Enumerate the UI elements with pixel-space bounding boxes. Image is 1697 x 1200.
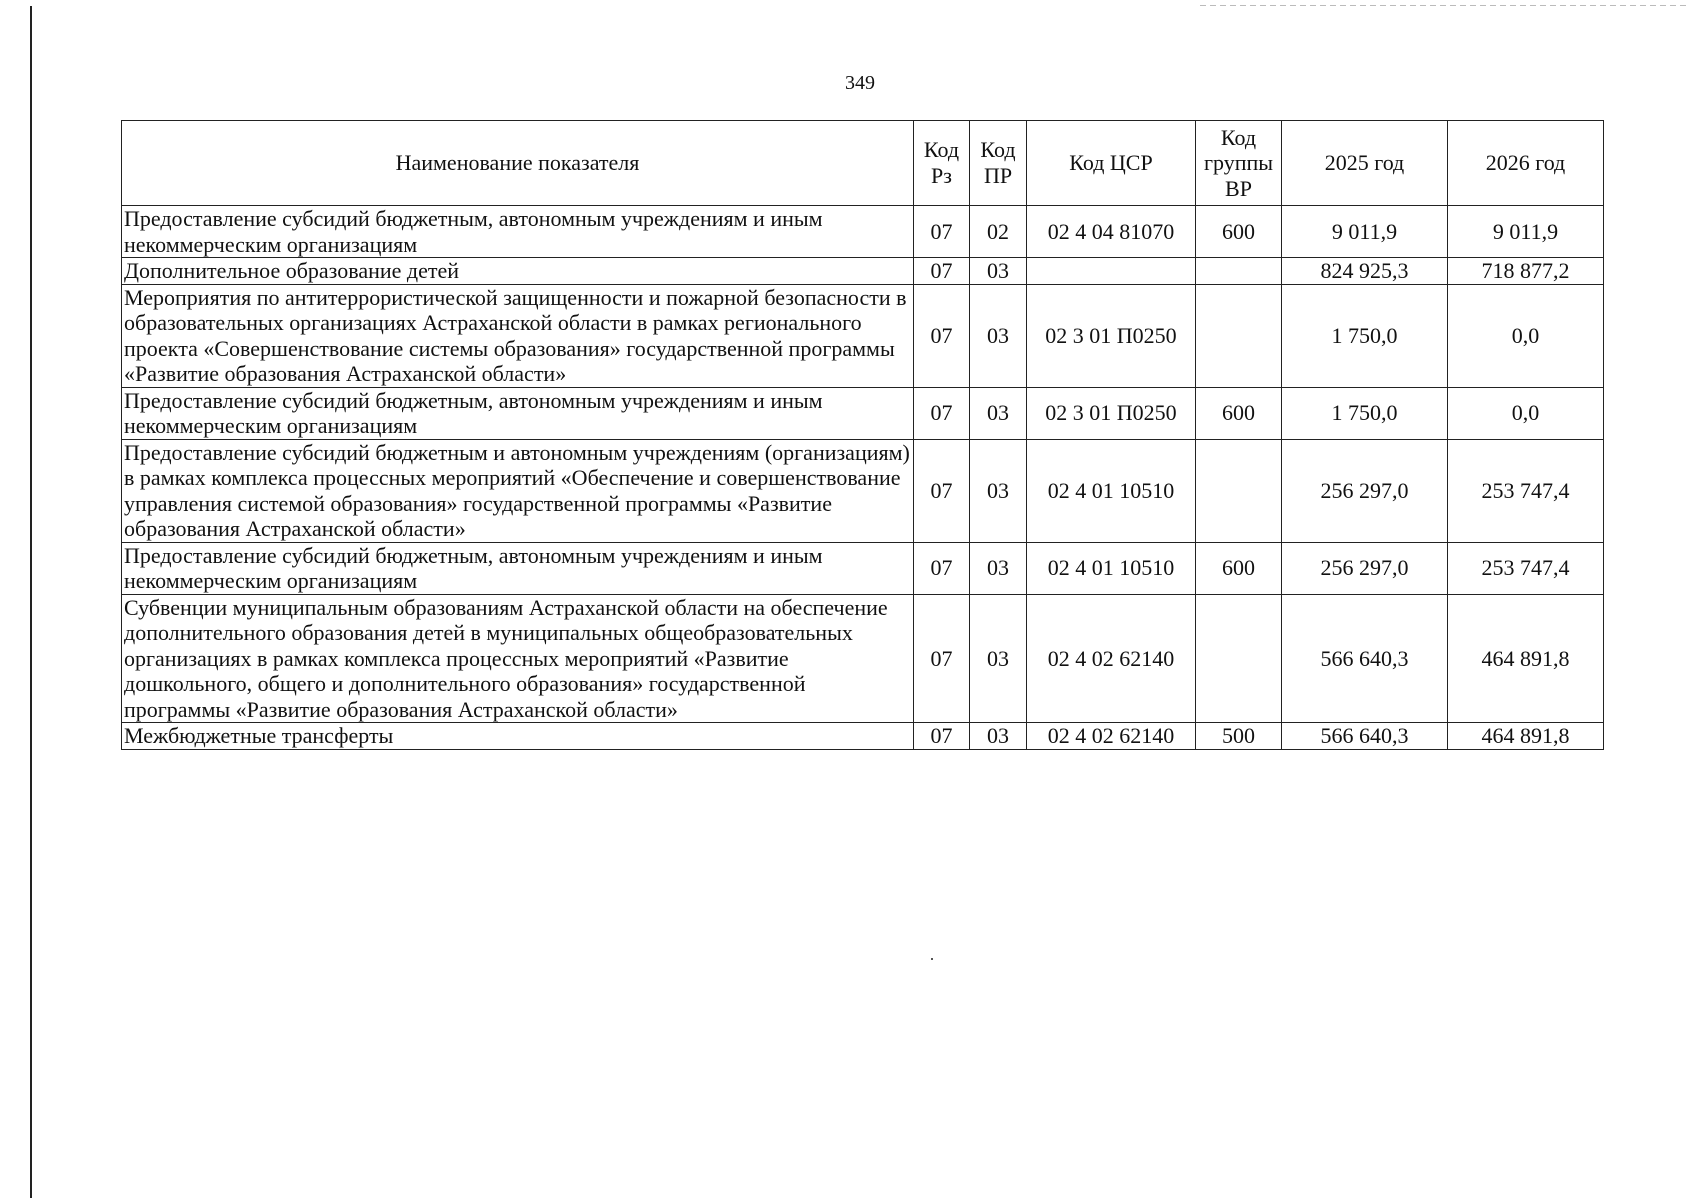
cell-2025: 1 750,0 <box>1282 284 1448 387</box>
scan-speck <box>931 958 933 960</box>
cell-pr: 03 <box>970 387 1027 439</box>
header-2025: 2025 год <box>1282 121 1448 206</box>
cell-pr: 02 <box>970 206 1027 258</box>
header-2026: 2026 год <box>1448 121 1604 206</box>
cell-rz: 07 <box>914 258 970 285</box>
cell-name: Субвенции муниципальным образованиям Астраханской области на обеспечение дополнительного образования детей в муниципальных общеобразовательных организациях в рамках комплекса процессных мероприятий «Развитие дошкольного, общего и дополнительного образования» государственной программы «Развитие образования Астраханской области» <box>122 594 914 723</box>
table-row <box>122 439 1604 542</box>
table-row <box>122 542 1604 594</box>
cell-vr: 600 <box>1196 206 1282 258</box>
cell-vr: 500 <box>1196 723 1282 750</box>
header-rz: Код Рз <box>914 121 970 206</box>
cell-name: Предоставление субсидий бюджетным и автономным учреждениям (организациям) в рамках комплекса процессных мероприятий «Обеспечение и совершенствование управления системой образования» государственной программы «Развитие образования Астраханской области» <box>122 439 914 542</box>
cell-2025: 256 297,0 <box>1282 439 1448 542</box>
cell-rz: 07 <box>914 387 970 439</box>
cell-pr: 03 <box>970 258 1027 285</box>
cell-csr: 02 4 04 81070 <box>1027 206 1196 258</box>
table-row <box>122 284 1604 387</box>
cell-vr: 600 <box>1196 542 1282 594</box>
cell-2026: 9 011,9 <box>1448 206 1604 258</box>
header-pr: Код ПР <box>970 121 1027 206</box>
cell-2026: 253 747,4 <box>1448 439 1604 542</box>
cell-2026: 0,0 <box>1448 387 1604 439</box>
cell-rz: 07 <box>914 284 970 387</box>
cell-rz: 07 <box>914 439 970 542</box>
cell-pr: 03 <box>970 542 1027 594</box>
table-row <box>122 387 1604 439</box>
cell-csr: 02 4 02 62140 <box>1027 723 1196 750</box>
cell-2025: 1 750,0 <box>1282 387 1448 439</box>
cell-name: Предоставление субсидий бюджетным, автономным учреждениям и иным некоммерческим организациям <box>122 206 914 258</box>
table-row <box>122 723 1604 750</box>
cell-2026: 718 877,2 <box>1448 258 1604 285</box>
cell-pr: 03 <box>970 594 1027 723</box>
page-number: 349 <box>845 72 875 94</box>
cell-vr <box>1196 439 1282 542</box>
header-vr: Код группы ВР <box>1196 121 1282 206</box>
cell-2026: 253 747,4 <box>1448 542 1604 594</box>
cell-name: Мероприятия по антитеррористической защищенности и пожарной безопасности в образовательных организациях Астраханской области в рамках регионального проекта «Совершенствование системы образования» государственной программы «Развитие образования Астраханской области» <box>122 284 914 387</box>
table-row <box>122 206 1604 258</box>
cell-2025: 566 640,3 <box>1282 723 1448 750</box>
cell-2025: 9 011,9 <box>1282 206 1448 258</box>
cell-csr: 02 3 01 П0250 <box>1027 387 1196 439</box>
cell-pr: 03 <box>970 439 1027 542</box>
cell-2026: 0,0 <box>1448 284 1604 387</box>
cell-2026: 464 891,8 <box>1448 723 1604 750</box>
cell-csr: 02 4 01 10510 <box>1027 542 1196 594</box>
cell-2026: 464 891,8 <box>1448 594 1604 723</box>
scan-edge-artifact <box>1200 5 1690 6</box>
cell-name: Предоставление субсидий бюджетным, автономным учреждениям и иным некоммерческим организациям <box>122 387 914 439</box>
cell-rz: 07 <box>914 594 970 723</box>
cell-csr: 02 4 02 62140 <box>1027 594 1196 723</box>
cell-pr: 03 <box>970 284 1027 387</box>
header-name: Наименование показателя <box>122 121 914 206</box>
cell-pr: 03 <box>970 723 1027 750</box>
cell-name: Предоставление субсидий бюджетным, автономным учреждениям и иным некоммерческим организациям <box>122 542 914 594</box>
cell-rz: 07 <box>914 542 970 594</box>
cell-csr: 02 3 01 П0250 <box>1027 284 1196 387</box>
header-csr: Код ЦСР <box>1027 121 1196 206</box>
cell-vr: 600 <box>1196 387 1282 439</box>
cell-vr <box>1196 594 1282 723</box>
cell-name: Дополнительное образование детей <box>122 258 914 285</box>
scan-margin-line <box>30 6 32 1198</box>
cell-vr <box>1196 284 1282 387</box>
cell-rz: 07 <box>914 723 970 750</box>
cell-vr <box>1196 258 1282 285</box>
table-row <box>122 258 1604 285</box>
cell-csr <box>1027 258 1196 285</box>
cell-2025: 566 640,3 <box>1282 594 1448 723</box>
cell-csr: 02 4 01 10510 <box>1027 439 1196 542</box>
cell-2025: 824 925,3 <box>1282 258 1448 285</box>
cell-rz: 07 <box>914 206 970 258</box>
cell-2025: 256 297,0 <box>1282 542 1448 594</box>
table-row <box>122 594 1604 723</box>
budget-table <box>121 120 1604 750</box>
table-header-row <box>122 121 1604 206</box>
cell-name: Межбюджетные трансферты <box>122 723 914 750</box>
